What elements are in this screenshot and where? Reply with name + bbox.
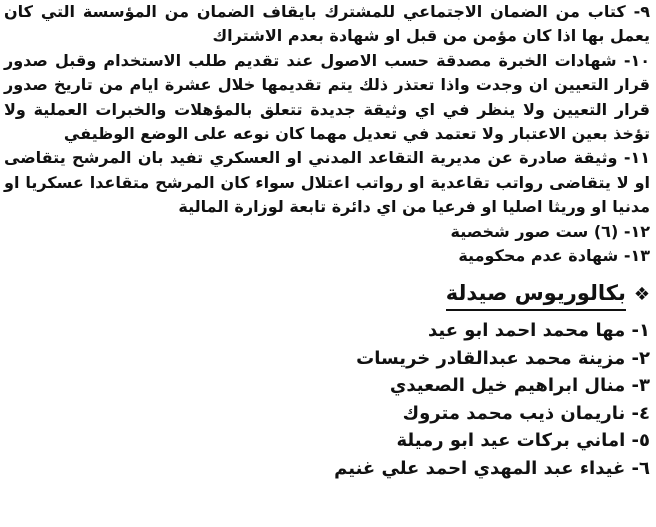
document-body bbox=[4, 0, 650, 482]
name-list-item: ٢- مزينة محمد عبدالقادر خريسات bbox=[356, 347, 650, 369]
name-list-item: ٦- غيداء عبد المهدي احمد علي غنيم bbox=[334, 457, 650, 479]
name-list-item: ٤- ناريمان ذيب محمد متروك bbox=[402, 402, 650, 424]
section-title: بكالوريوس صيدلة bbox=[446, 278, 626, 311]
names-list bbox=[4, 317, 650, 481]
diamond-bullet-icon: ❖ bbox=[633, 283, 650, 305]
name-list-item: ٥- اماني بركات عيد ابو رميلة bbox=[396, 430, 650, 452]
requirements-list bbox=[4, 0, 650, 268]
requirement-item: ٩- كتاب من الضمان الاجتماعي للمشترك بايقاف الضمان من المؤسسة التي كان يعمل بها اذا كان مؤمن من قبل او شهادة بعدم الاشتراك bbox=[4, 2, 650, 46]
name-list-item: ٣- منال ابراهيم خيل الصعيدي bbox=[389, 375, 650, 397]
requirement-item: ١٢- (٦) ست صور شخصية bbox=[450, 221, 650, 241]
requirement-item: ١١- وثيقة صادرة عن مديرية التقاعد المدني او العسكري تفيد بان المرشح يتقاضى او لا يتقاضى رواتب تقاعدية او رواتب اعتلال سواء كان المرشح متقاعدا عسكريا او مدنيا او وريثا اصليا او فرعيا من اي دائرة تابعة لوزارة المالية bbox=[4, 148, 650, 217]
section-heading bbox=[4, 278, 650, 311]
name-list-item: ١- مها محمد احمد ابو عيد bbox=[427, 320, 650, 342]
requirement-item: ١٠- شهادات الخبرة مصدقة حسب الاصول عند تقديم طلب الاستخدام وقبل صدور قرار التعيين ان وجدت واذا تعتذر ذلك يتم تقديمها خلال عشرة ايام من تاريخ صدور قرار التعيين ولا ينظر في اي وثيقة جديدة تتعلق بالمؤهلات والخبرات العملية ولا تؤخذ بعين الاعتبار ولا تعتمد في تعديل مهما كان نوعه على الوضع الوظيفي bbox=[4, 50, 650, 144]
requirement-item: ١٣- شهادة عدم محكومية bbox=[458, 246, 650, 266]
